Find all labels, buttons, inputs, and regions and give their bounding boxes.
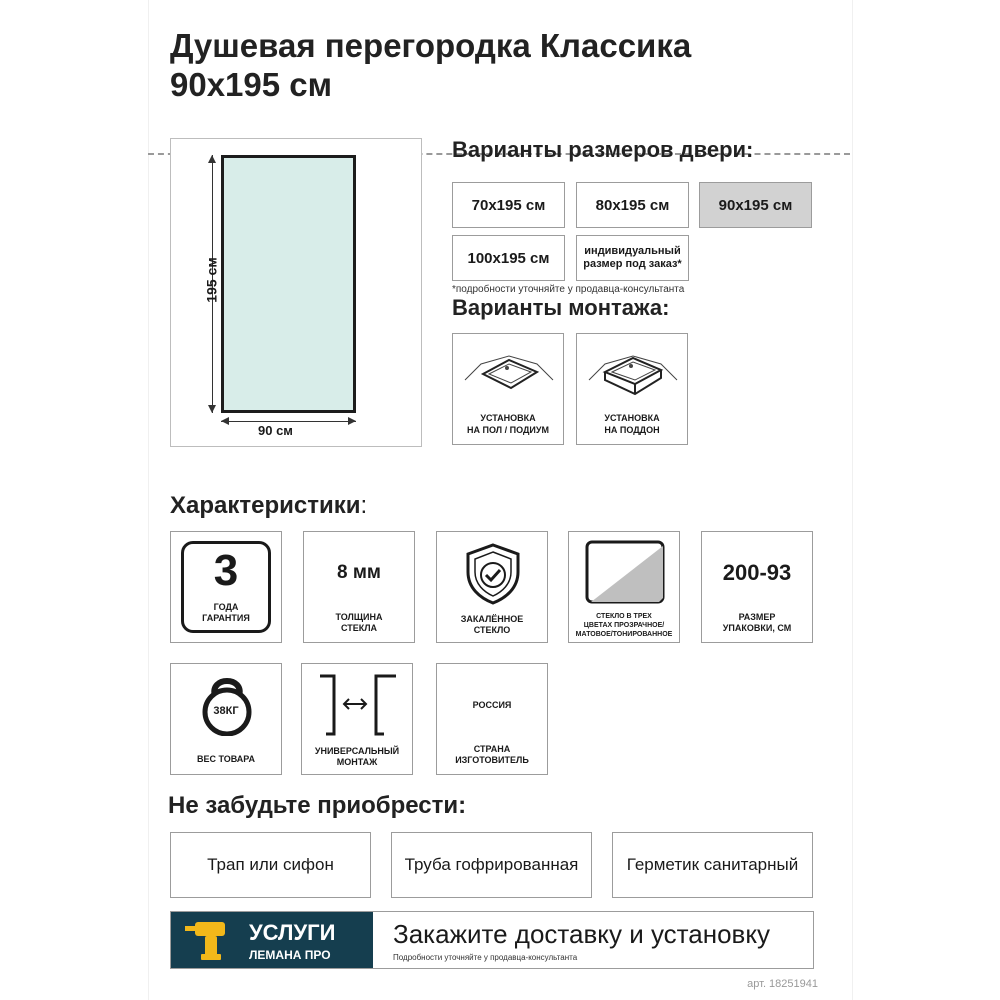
kettlebell-icon [197,672,257,736]
buy-item-sealant[interactable]: Герметик санитарный [612,832,813,898]
spec-thickness: 8 мм ТОЛЩИНА СТЕКЛА [303,531,415,643]
height-label: 195 см [203,257,220,303]
drill-icon [183,918,237,962]
spec-country: РОССИЯ СТРАНА ИЗГОТОВИТЕЛЬ [436,663,548,775]
services-banner[interactable] [170,911,814,969]
sizes-footnote: *подробности уточняйте у продавца-консультанта [452,284,685,295]
size-option-90x195-selected[interactable]: 90x195 см [699,182,812,228]
specs-heading: Характеристики: [170,492,368,519]
shower-tray-icon [581,340,685,400]
glass-panel-illustration [221,155,356,413]
services-brand-block [171,912,373,968]
services-brand: ЛЕМАНА ПРО [249,948,331,962]
shield-check-icon [463,542,523,606]
mount-option-tray[interactable]: УСТАНОВКА НА ПОДДОН [576,333,688,445]
size-option-80x195[interactable]: 80x195 см [576,182,689,228]
buy-item-pipe[interactable]: Труба гофрированная [391,832,592,898]
spec-universal-mount: УНИВЕРСАЛЬНЫЙ МОНТАЖ [301,663,413,775]
spec-warranty: 3 ГОДА ГАРАНТИЯ [170,531,282,643]
sizes-heading: Варианты размеров двери: [452,137,754,162]
universal-mount-icon [318,672,398,738]
size-option-100x195[interactable]: 100x195 см [452,235,565,281]
banner-headline: Закажите доставку и установку [393,919,771,949]
page-title: Душевая перегородка Классика 90x195 см [170,27,692,103]
buy-item-drain[interactable]: Трап или сифон [170,832,371,898]
spec-glass-colors: СТЕКЛО В ТРЕХ ЦВЕТАХ ПРОЗРАЧНОЕ/ МАТОВОЕ/ТОНИРОВАННОЕ [568,531,680,643]
services-title: УСЛУГИ [249,920,336,945]
spec-weight: 38КГ ВЕС ТОВАРА [170,663,282,775]
spec-package-size: 200-93 РАЗМЕР УПАКОВКИ, СМ [701,531,813,643]
floor-tray-icon [457,340,561,400]
glass-colors-icon [585,540,665,604]
mounting-heading: Варианты монтажа: [452,295,670,320]
size-option-70x195[interactable]: 70x195 см [452,182,565,228]
spec-tempered: ЗАКАЛЁННОЕ СТЕКЛО [436,531,548,643]
width-label: 90 см [258,423,293,438]
size-option-custom[interactable]: индивидуальный размер под заказ* [576,235,689,281]
width-dimension-line [221,421,356,422]
buy-heading: Не забудьте приобрести: [168,792,467,819]
article-number: арт. 18251941 [747,978,818,990]
banner-note: Подробности уточняйте у продавца-консультанта [393,953,578,962]
mount-option-floor[interactable]: УСТАНОВКА НА ПОЛ / ПОДИУМ [452,333,564,445]
